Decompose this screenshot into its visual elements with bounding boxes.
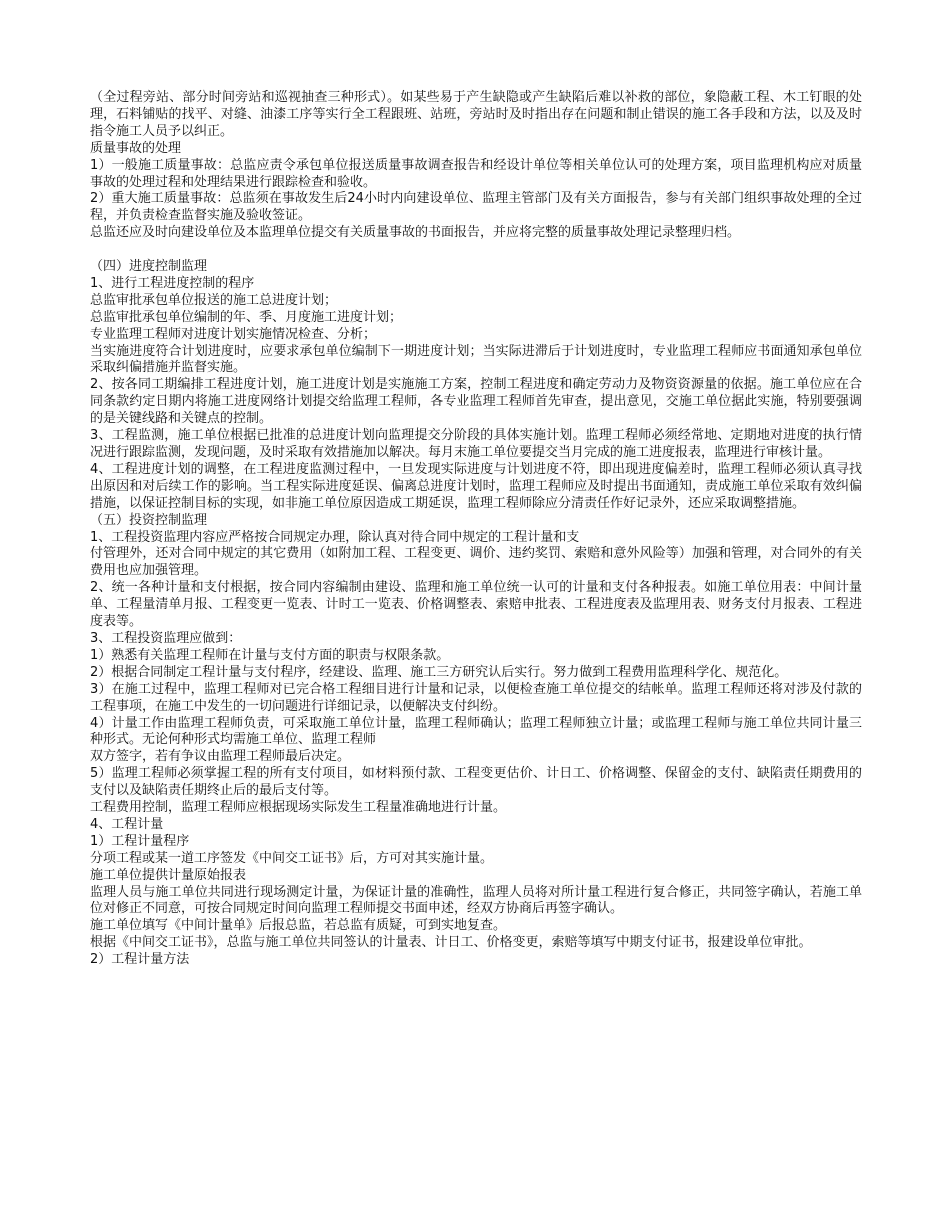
paragraph: 2）重大施工质量事故：总监须在事故发生后24小时内向建设单位、监理主管部门及有关方面报告，参与有关部门组织事故处理的全过程，并负责检查监督实施及验收签证。 [90, 191, 862, 224]
blank-line [90, 242, 862, 259]
paragraph: 4、工程进度计划的调整，在工程进度监测过程中，一旦发现实际进度与计划进度不符，即出现进度偏差时，监理工程师必须认真寻找出原因和对后续工作的影响。当工程实际进度延误、偏离总进度计划时，监理工程师应及时提出书面通知，责成施工单位采取有效纠偏措施，以保证控制目标的实现，如非施工单位原因造成工期延误，监理工程师除应分清责任作好记录外，还应采取调整措施。 [90, 461, 862, 511]
paragraph: 专业监理工程师对进度计划实施情况检查、分析； [90, 326, 377, 342]
paragraph: 监理人员与施工单位共同进行现场测定计量，为保证计量的准确性，监理人员将对所计量工程进行复合修正，共同签字确认，若施工单位对修正不同意，可按合同规定时间向监理工程师提交书面申述，经双方协商后再签字确认。 [90, 884, 862, 917]
paragraph: 3）在施工过程中，监理工程师对已完合格工程细目进行计量和记录，以便检查施工单位提交的结帐单。监理工程师还将对涉及付款的工程事项，在施工中发生的一切问题进行详细记录，以便解决支付纠纷。 [90, 681, 862, 714]
paragraph: 分项工程或某一道工序签发《中间交工证书》后，方可对其实施计量。 [90, 850, 494, 866]
paragraph: 总监审批承包单位报送的施工总进度计划； [90, 292, 338, 308]
paragraph: 工程费用控制，监理工程师应根据现场实际发生工程量准确地进行计量。 [90, 800, 507, 816]
section-heading: 1）工程计量程序 [90, 833, 190, 849]
paragraph: 根据《中间交工证书》，总监与施工单位共同签认的计量表、计日工、价格变更，索赔等填写中期支付证书，报建设单位审批。 [90, 935, 812, 951]
paragraph: 1）熟悉有关监理工程师在计量与支付方面的职责与权限条款。 [90, 647, 450, 663]
document-page [90, 90, 862, 969]
paragraph: 4）计量工作由监理工程师负责，可采取施工单位计量，监理工程师确认；监理工程师独立计量；或监理工程师与施工单位共同计量三种形式。无论何种形式均需施工单位、监理工程师 [90, 715, 862, 748]
paragraph: 2）根据合同制定工程计量与支付程序，经建设、监理、施工三方研究认后实行。努力做到工程费用监理科学化、规范化。 [90, 664, 788, 680]
section-heading: 3、工程投资监理应做到： [90, 630, 242, 646]
paragraph: （全过程旁站、部分时间旁站和巡视抽查三种形式）。如某些易于产生缺隐或产生缺陷后难以补救的部位，象隐蔽工程、木工钉眼的处理，石料铺贴的找平、对缝、油漆工序等实行全工程跟班、站班，旁站时及时指出存在问题和制止错误的施工各手段和方法，以及及时指令施工人员予以纠正。 [90, 90, 862, 139]
paragraph: 总监还应及时向建设单位及本监理单位提交有关质量事故的书面报告，并应将完整的质量事故处理记录整理归档。 [90, 225, 741, 241]
paragraph: 当实施进度符合计划进度时，应要求承包单位编制下一期进度计划；当实际进滞后于计划进度时，专业监理工程师应书面通知承包单位采取纠偏措施并监督实施。 [90, 343, 862, 376]
section-heading: 4、工程计量 [90, 816, 164, 832]
section-heading: 质量事故的处理 [90, 140, 182, 156]
section-heading: （四）进度控制监理 [90, 259, 208, 275]
paragraph: 总监审批承包单位编制的年、季、月度施工进度计划； [90, 309, 403, 325]
section-heading: 1、进行工程进度控制的程序 [90, 275, 255, 291]
paragraph: 2、按各同工期编排工程进度计划，施工进度计划是实施施工方案，控制工程进度和确定劳动力及物资资源量的依据。施工单位应在合同条款约定日期内将施工进度网络计划提交给监理工程师，各专业监理工程师首先审查，提出意见，交施工单位据此实施，特别要强调的是关键线路和关键点的控制。 [90, 377, 862, 427]
section-heading: 2）工程计量方法 [90, 952, 190, 968]
paragraph: 1）一般施工质量事故：总监应责令承包单位报送质量事故调查报告和经设计单位等相关单位认可的处理方案，项目监理机构应对质量事故的处理过程和处理结果进行跟踪检查和验收。 [90, 157, 862, 190]
paragraph: 2、统一各种计量和支付根据，按合同内容编制由建设、监理和施工单位统一认可的计量和支付各种报表。如施工单位用表：中间计量单、工程量清单月报、工程变更一览表、计时工一览表、价格调整表、索赔申批表、工程进度表及监理用表、财务支付月报表、工程进度表等。 [90, 580, 862, 630]
paragraph: 3、工程监测，施工单位根据已批准的总进度计划向监理提交分阶段的具体实施计划。监理工程师必须经常地、定期地对进度的执行情况进行跟踪监测，发现问题，及时采取有效措施加以解决。每月末施工单位要提交当月完成的施工进度报表，监理进行审核计量。 [90, 428, 862, 461]
paragraph: 1、工程投资监理内容应严格按合同规定办理，除认真对待合同中规定的工程计量和支 [90, 529, 580, 545]
paragraph: 双方签字，若有争议由监理工程师最后决定。 [90, 749, 351, 765]
paragraph: 付管理外，还对合同中规定的其它费用（如附加工程、工程变更、调价、违约奖罚、索赔和意外风险等）加强和管理，对合同外的有关费用也应加强管理。 [90, 546, 862, 579]
paragraph: 5）监理工程师必须掌握工程的所有支付项目，如材料预付款、工程变更估价、计日工、价格调整、保留金的支付、缺陷责任期费用的支付以及缺陷责任期终止后的最后支付等。 [90, 766, 862, 799]
paragraph: 施工单位提供计量原始报表 [90, 867, 247, 883]
paragraph: 施工单位填写《中间计量单》后报总监，若总监有质疑，可到实地复查。 [90, 918, 507, 934]
section-heading: （五）投资控制监理 [90, 512, 208, 528]
